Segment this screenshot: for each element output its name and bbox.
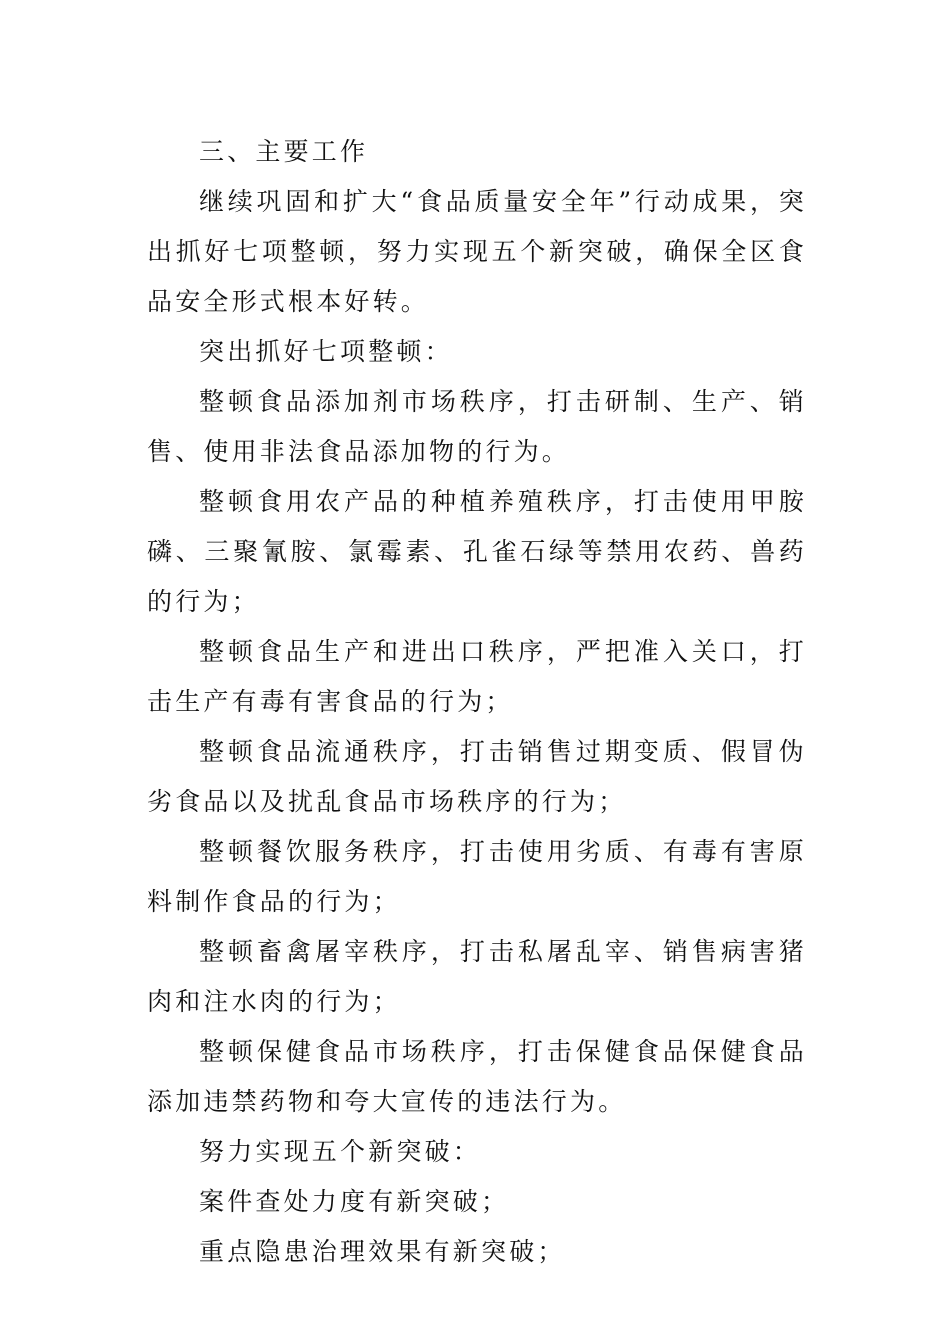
- paragraph: 整顿畜禽屠宰秩序，打击私屠乱宰、销售病害猪肉和注水肉的行为；: [147, 937, 807, 1016]
- section-heading: 三、主要工作: [199, 137, 369, 166]
- paragraph: 案件查处力度有新突破；: [199, 1187, 510, 1216]
- paragraph: 继续巩固和扩大“食品质量安全年”行动成果，突出抓好七项整顿，努力实现五个新突破，确保全区食品安全形式根本好转。: [147, 187, 807, 316]
- paragraph: 重点隐患治理效果有新突破；: [199, 1237, 566, 1266]
- paragraph: 整顿食品生产和进出口秩序，严把准入关口，打击生产有毒有害食品的行为；: [147, 637, 807, 716]
- paragraph: 整顿食品添加剂市场秩序，打击研制、生产、销售、使用非法食品添加物的行为。: [147, 387, 807, 466]
- paragraph: 整顿保健食品市场秩序，打击保健食品保健食品添加违禁药物和夸大宣传的违法行为。: [147, 1037, 807, 1116]
- paragraph: 努力实现五个新突破：: [199, 1137, 482, 1166]
- document-body: [147, 127, 807, 1277]
- paragraph: 整顿餐饮服务秩序，打击使用劣质、有毒有害原料制作食品的行为；: [147, 837, 807, 916]
- paragraph: 整顿食品流通秩序，打击销售过期变质、假冒伪劣食品以及扰乱食品市场秩序的行为；: [147, 737, 807, 816]
- paragraph: 整顿食用农产品的种植养殖秩序，打击使用甲胺磷、三聚氰胺、氯霉素、孔雀石绿等禁用农药、兽药的行为；: [147, 487, 807, 616]
- paragraph: 突出抓好七项整顿：: [199, 337, 453, 366]
